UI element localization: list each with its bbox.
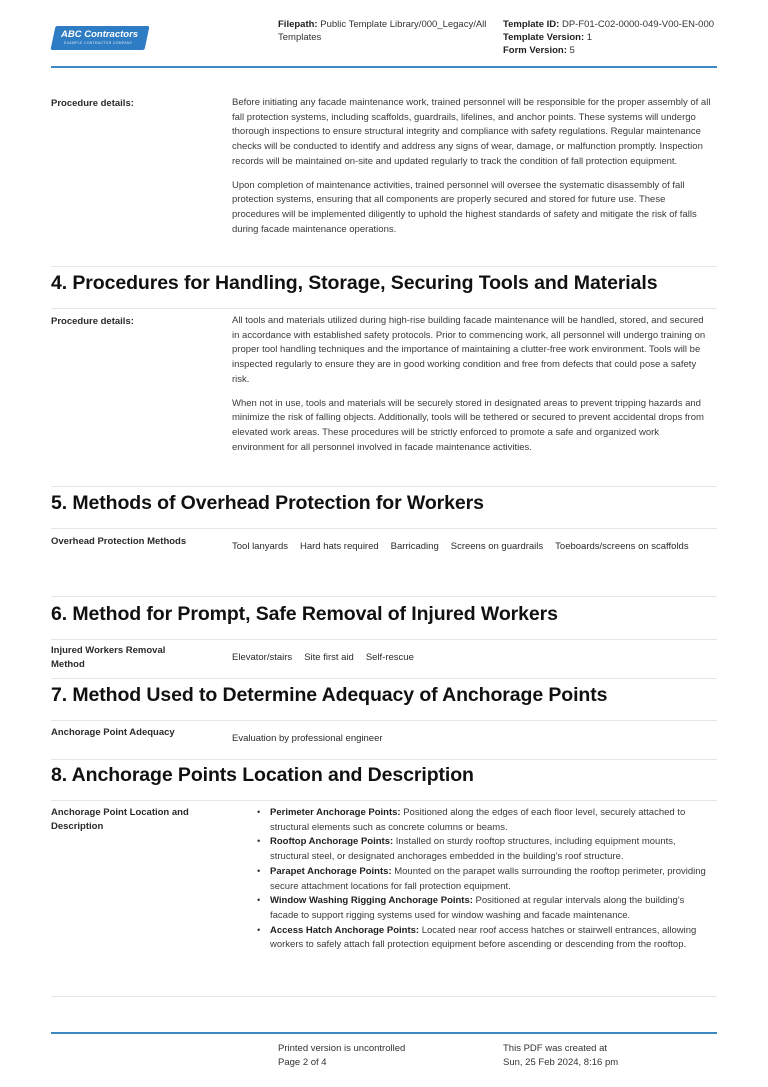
- anchorage-points-list: [257, 806, 712, 953]
- anchorage-adequacy-options: [232, 731, 712, 746]
- section3-paragraph-1: Before initiating any facade maintenance work, trained personnel will be responsible for the proper assembly of all fall protection systems, including scaffolds, guardrails, lifelines, and anchor points. These systems will undergo thorough inspections to ensure structural integrity and compliance with safety regulations. Regular maintenance checks will be conducted to identify and address any signs of wear, damage, or malfunction promptly. Inspection records will be maintained on-site and updated regularly to track the condition of fall protection equipment.: [232, 97, 711, 167]
- filepath-label: Filepath:: [278, 19, 318, 30]
- template-version-label: Template Version:: [503, 32, 585, 43]
- section4-procedure-row: [51, 314, 717, 487]
- list-item: [257, 894, 712, 923]
- created-label: This PDF was created at: [503, 1043, 608, 1054]
- section6-heading: 6. Method for Prompt, Safe Removal of Injured Workers: [51, 603, 558, 625]
- section7-divider: [51, 720, 717, 721]
- injured-removal-options: [232, 650, 712, 665]
- section5-divider: [51, 528, 717, 529]
- logo-text: ABC Contractors: [61, 29, 139, 40]
- filepath-value: Public Template Library/000_Legacy/All Templates: [278, 19, 487, 43]
- section6-label: Injured Workers Removal Method: [51, 645, 166, 670]
- section6-row: [51, 644, 717, 679]
- section3-label: Procedure details:: [51, 98, 134, 109]
- section4-heading: 4. Procedures for Handling, Storage, Securing Tools and Materials: [51, 272, 658, 294]
- list-item-text: Mounted on the parapet walls surrounding the rooftop perimeter, providing secure attachment locations for fall protection equipment.: [270, 865, 706, 892]
- section8-label: Anchorage Point Location and Description: [51, 807, 189, 832]
- section8-divider: [51, 800, 717, 801]
- footer-print-info: [278, 1042, 405, 1069]
- option-screens-on-guardrails: Screens on guardrails: [450, 541, 544, 552]
- list-item-title: Parapet Anchorage Points:: [270, 865, 392, 877]
- section5-heading: 5. Methods of Overhead Protection for Workers: [51, 492, 484, 514]
- company-logo: [51, 26, 149, 52]
- page-header: [51, 0, 717, 68]
- section4-content: [232, 314, 712, 455]
- template-info: [503, 18, 723, 57]
- page-number: Page 2 of 4: [278, 1056, 327, 1068]
- section8-row: [51, 806, 717, 997]
- option-tool-lanyards: Tool lanyards: [232, 541, 288, 552]
- list-item: [257, 924, 712, 953]
- list-item: [257, 806, 712, 835]
- list-item: [257, 835, 712, 864]
- list-item-title: Window Washing Rigging Anchorage Points:: [270, 895, 473, 907]
- list-item-title: Perimeter Anchorage Points:: [270, 807, 401, 818]
- list-item-text: Positioned at regular intervals along the building's facade to support rigging systems used for window washing and facade maintenance.: [270, 895, 685, 921]
- section5-label: Overhead Protection Methods: [51, 536, 187, 547]
- section4-paragraph-2: When not in use, tools and materials will be securely stored in designated areas to prevent tripping hazards and minimize the risk of falling objects. Additionally, tools will be tethered or secured to prevent accidental drops from elevated work areas. These procedures will be strictly enforced to promote a safe and organized work environment for all personnel involved in facade maintenance activities.: [232, 397, 704, 453]
- form-version-value: 5: [569, 45, 575, 56]
- section7-label: Anchorage Point Adequacy: [51, 727, 175, 738]
- form-version-label: Form Version:: [503, 45, 567, 56]
- option-elevator-stairs: Elevator/stairs: [232, 652, 293, 663]
- section3-content: [232, 96, 712, 237]
- list-item-title: Rooftop Anchorage Points:: [270, 836, 394, 848]
- footer-created-info: [503, 1042, 618, 1069]
- footer-divider: [51, 1032, 717, 1034]
- section3-procedure-row: [51, 95, 717, 267]
- option-barricading: Barricading: [390, 541, 439, 552]
- option-hard-hats-required: Hard hats required: [299, 541, 379, 552]
- list-item-text: Installed on sturdy rooftop structures, including equipment mounts, structural steel, or designated anchorages embedded in the building's roof structure.: [270, 836, 676, 863]
- printed-notice: Printed version is uncontrolled: [278, 1043, 406, 1054]
- list-item-text: Positioned along the edges of each floor level, securely attached to structural elements such as concrete columns or beams.: [270, 807, 686, 833]
- template-version-value: 1: [586, 32, 593, 43]
- template-id-value: DP-F01-C02-0000-049-V00-EN-000: [561, 19, 715, 30]
- overhead-protection-options: [232, 539, 712, 570]
- list-item: [257, 865, 712, 894]
- section7-heading: 7. Method Used to Determine Adequacy of Anchorage Points: [51, 684, 608, 706]
- option-site-first-aid: Site first aid: [304, 652, 354, 663]
- section7-row: [51, 726, 717, 760]
- section5-row: [51, 534, 717, 597]
- option-toeboards-screens: Toeboards/screens on scaffolds: [555, 541, 689, 552]
- template-id-label: Template ID:: [503, 19, 560, 30]
- section3-paragraph-2: Upon completion of maintenance activities, trained personnel will oversee the systematic disassembly of fall protection systems, ensuring that all components are properly secured and stored for future use. These procedures will be implemented diligently to uphold the highest standards of safety and mitigate the risk of falls during facade maintenance operations.: [232, 179, 697, 235]
- section4-label: Procedure details:: [51, 316, 134, 327]
- list-item-text: Located near roof access hatches or stairwell entrances, allowing workers to safely attach fall protection equipment before ascending or descending from the rooftop.: [270, 924, 697, 951]
- filepath-info: [278, 18, 493, 44]
- option-evaluation-engineer: Evaluation by professional engineer: [232, 733, 383, 744]
- logo-subtext: EXAMPLE CONTRACTOR COMPANY: [64, 41, 133, 45]
- section6-divider: [51, 639, 717, 640]
- created-timestamp: Sun, 25 Feb 2024, 8:16 pm: [503, 1056, 619, 1068]
- section4-divider: [51, 308, 717, 309]
- list-item-title: Access Hatch Anchorage Points:: [270, 924, 420, 936]
- section4-paragraph-1: All tools and materials utilized during high-rise building facade maintenance will be handled, stored, and secured in accordance with established safety protocols. Prior to commencing work, all personnel will undergo training on proper tool handling techniques and the importance of maintaining a clutter-free work environment. Tools will be inspected regularly to ensure they are in good working condition and free from defects that could pose a safety risk.: [232, 315, 706, 385]
- section8-heading: 8. Anchorage Points Location and Description: [51, 764, 474, 786]
- option-self-rescue: Self-rescue: [365, 652, 414, 663]
